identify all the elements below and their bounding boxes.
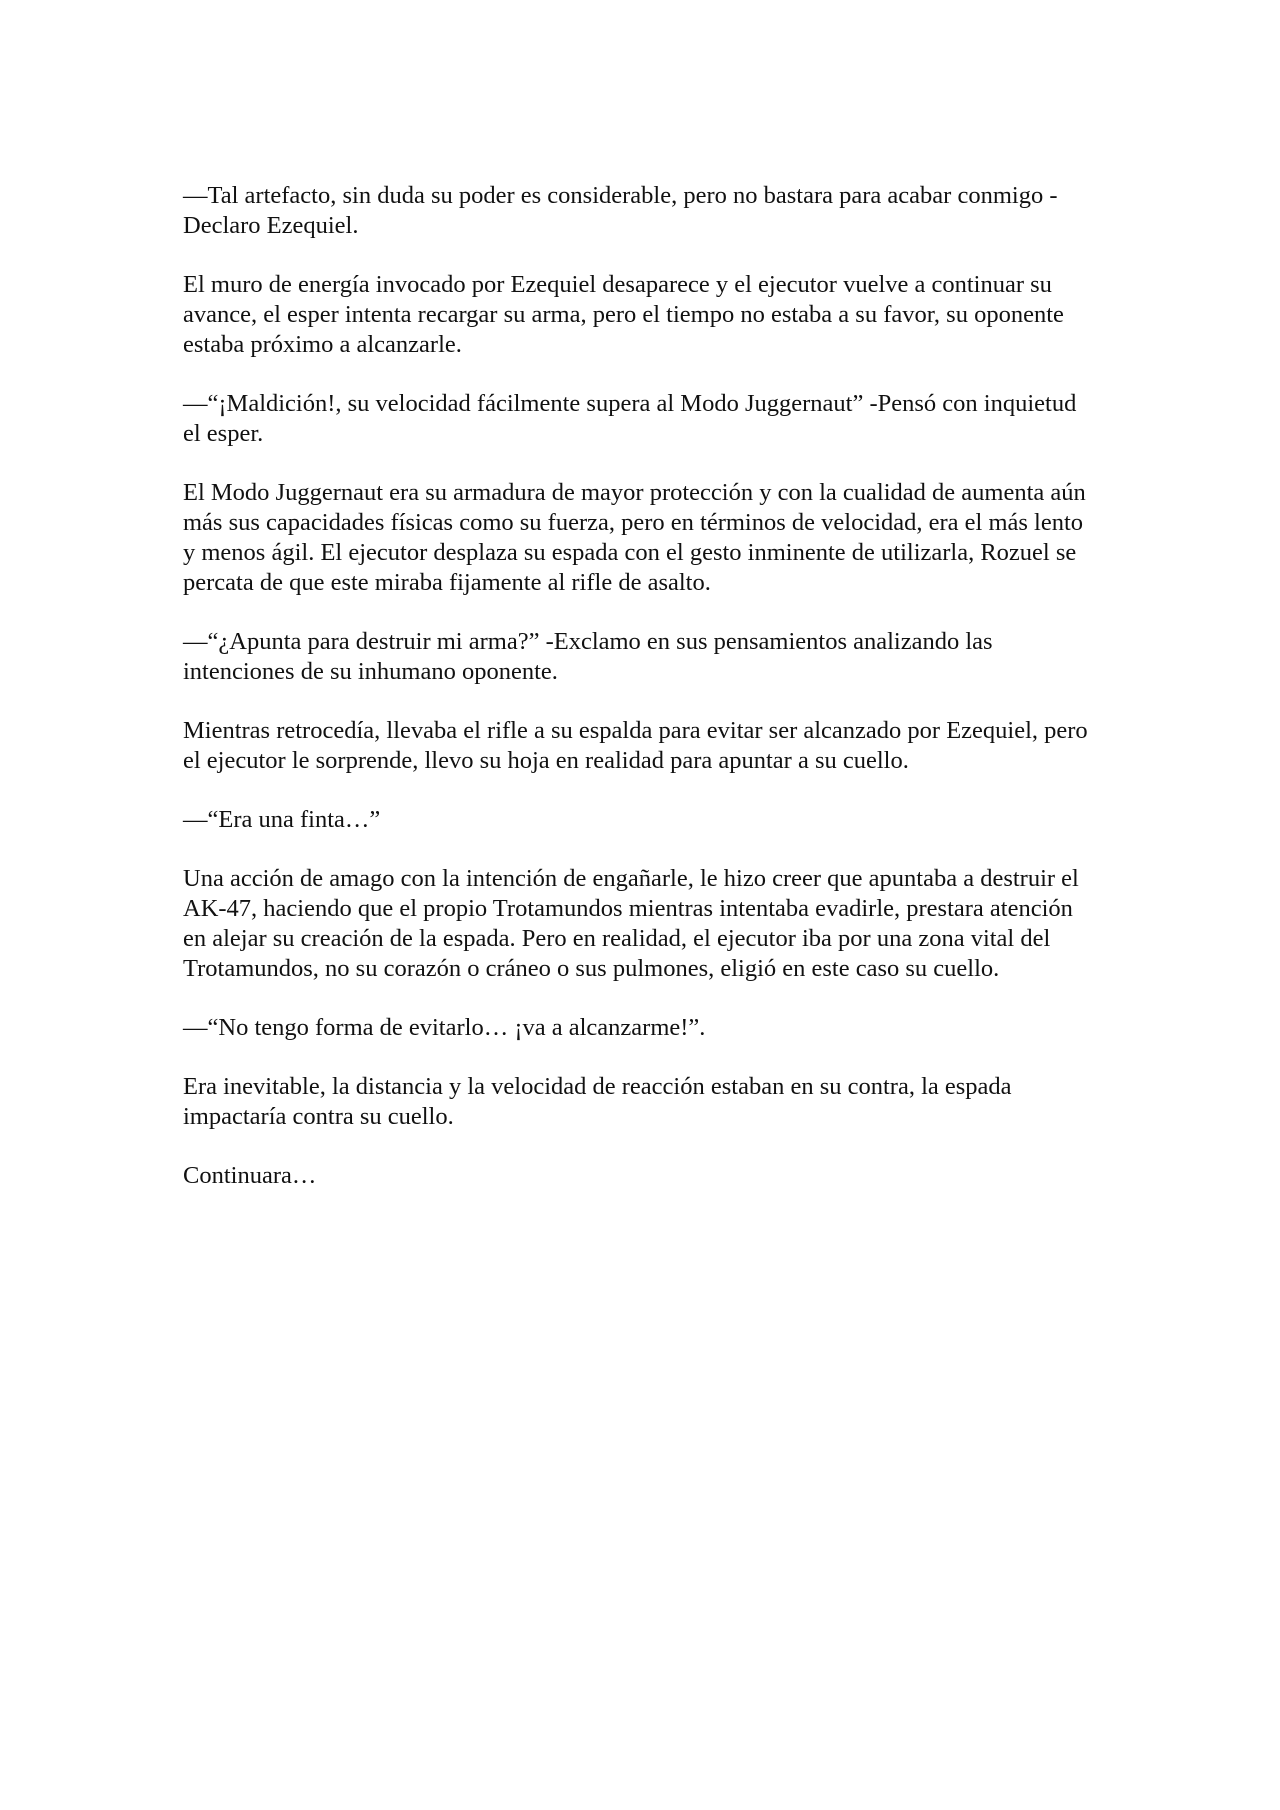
paragraph: —“No tengo forma de evitarlo… ¡va a alcanzarme!”.	[183, 1014, 706, 1041]
paragraph: El muro de energía invocado por Ezequiel desaparece y el ejecutor vuelve a continuar su avance, el esper intenta recargar su arma, pero el tiempo no estaba a su favor, su oponente estaba próximo a alcanzarle.	[183, 271, 1064, 358]
paragraph: El Modo Juggernaut era su armadura de mayor protección y con la cualidad de aumenta aún más sus capacidades físicas como su fuerza, pero en términos de velocidad, era el más lento y menos ágil. El ejecutor desplaza su espada con el gesto inminente de utilizarla, Rozuel se percata de que este miraba fijamente al rifle de asalto.	[183, 479, 1086, 596]
paragraph: Continuara…	[183, 1162, 317, 1189]
paragraph: Mientras retrocedía, llevaba el rifle a su espalda para evitar ser alcanzado por Ezequiel, pero el ejecutor le sorprende, llevo su hoja en realidad para apuntar a su cuello.	[183, 717, 1088, 774]
paragraph: —“Era una finta…”	[183, 806, 381, 833]
paragraph: —“¿Apunta para destruir mi arma?” -Exclamo en sus pensamientos analizando las intenciones de su inhumano oponente.	[183, 628, 993, 685]
paragraph: Era inevitable, la distancia y la velocidad de reacción estaban en su contra, la espada impactaría contra su cuello.	[183, 1073, 1012, 1130]
paragraph: Una acción de amago con la intención de engañarle, le hizo creer que apuntaba a destruir el AK-47, haciendo que el propio Trotamundos mientras intentaba evadirle, prestara atención en alejar su creación de la espada. Pero en realidad, el ejecutor iba por una zona vital del Trotamundos, no su corazón o cráneo o sus pulmones, eligió en este caso su cuello.	[183, 865, 1079, 982]
paragraph: —“¡Maldición!, su velocidad fácilmente supera al Modo Juggernaut” -Pensó con inquietud el esper.	[183, 390, 1077, 447]
document-body	[183, 181, 1098, 1220]
paragraph: —Tal artefacto, sin duda su poder es considerable, pero no bastara para acabar conmigo -Declaro Ezequiel.	[183, 182, 1058, 239]
